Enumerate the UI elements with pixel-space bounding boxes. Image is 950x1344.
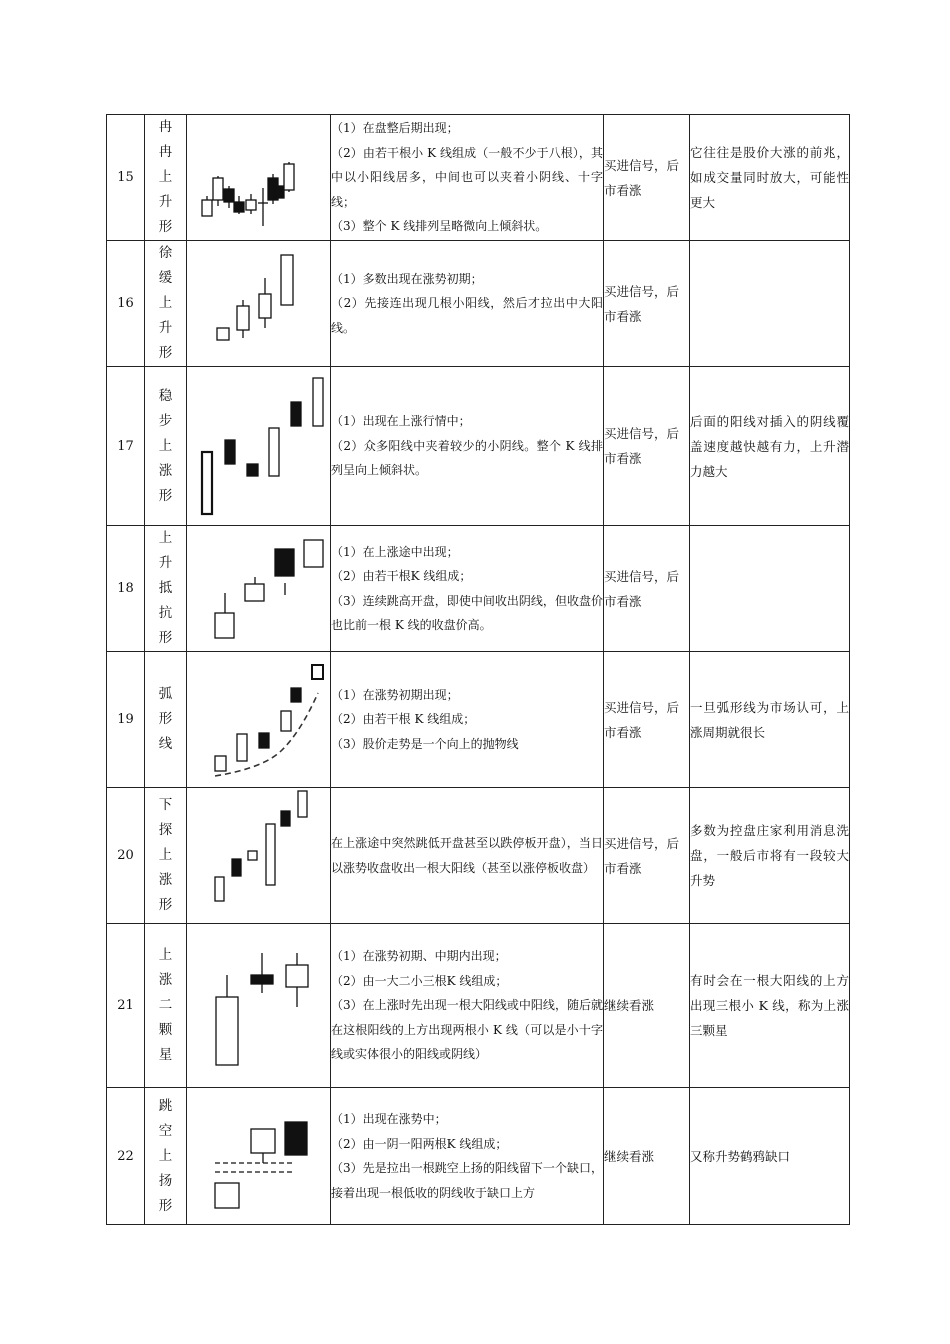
pattern-description: （1）在涨势初期出现； （2）由若干根 K 线组成； （3）股价走势是一个向上的抛物线 bbox=[331, 652, 604, 788]
remark: 又称升势鹤鸦缺口 bbox=[690, 1088, 850, 1225]
candlestick-chart-15 bbox=[187, 116, 331, 239]
signal: 继续看涨 bbox=[604, 1088, 690, 1225]
table-row bbox=[107, 924, 850, 1088]
candlestick-chart-19 bbox=[187, 653, 331, 787]
candlestick-chart-21 bbox=[187, 925, 331, 1087]
table-row bbox=[107, 241, 850, 367]
table-row bbox=[107, 652, 850, 788]
row-number: 16 bbox=[107, 241, 145, 367]
pattern-name: 冉 冉 上 升 形 bbox=[145, 115, 187, 241]
row-number: 18 bbox=[107, 526, 145, 652]
candlestick-chart-18 bbox=[187, 527, 331, 650]
pattern-description: （1）多数出现在涨势初期； （2）先接连出现几根小阳线，然后才拉出中大阳线。 bbox=[331, 241, 604, 367]
table-row bbox=[107, 526, 850, 652]
remark: 后面的阳线对插入的阴线覆盖速度越快越有力，上升潜力越大 bbox=[690, 367, 850, 526]
candlestick-diagram bbox=[187, 652, 331, 788]
remark bbox=[690, 526, 850, 652]
candlestick-diagram bbox=[187, 788, 331, 924]
remark: 有时会在一根大阳线的上方出现三根小 K 线，称为上涨三颗星 bbox=[690, 924, 850, 1088]
pattern-name: 稳 步 上 涨 形 bbox=[145, 367, 187, 526]
candlestick-chart-17 bbox=[187, 368, 331, 525]
candlestick-chart-16 bbox=[187, 242, 331, 365]
pattern-table bbox=[106, 114, 850, 1225]
table-row bbox=[107, 115, 850, 241]
pattern-name: 跳 空 上 扬 形 bbox=[145, 1088, 187, 1225]
candlestick-diagram bbox=[187, 526, 331, 652]
pattern-name: 下 探 上 涨 形 bbox=[145, 788, 187, 924]
pattern-name: 徐 缓 上 升 形 bbox=[145, 241, 187, 367]
candlestick-diagram bbox=[187, 924, 331, 1088]
table-row bbox=[107, 367, 850, 526]
pattern-description: （1）在涨势初期、中期内出现； （2）由一大二小三根K 线组成； （3）在上涨时先出现一根大阳线或中阳线，随后就在这根阳线的上方出现两根小 K 线（可以是小十字线或实体很小的阳线或阴线） bbox=[331, 924, 604, 1088]
pattern-description: （1）出现在上涨行情中； （2）众多阳线中夹着较少的小阴线。整个 K 线排列呈向上倾斜状。 bbox=[331, 367, 604, 526]
remark: 多数为控盘庄家利用消息洗盘，一般后市将有一段较大升势 bbox=[690, 788, 850, 924]
row-number: 15 bbox=[107, 115, 145, 241]
remark bbox=[690, 241, 850, 367]
signal: 买进信号，后市看涨 bbox=[604, 115, 690, 241]
table-row bbox=[107, 1088, 850, 1225]
table-row bbox=[107, 788, 850, 924]
candlestick-diagram bbox=[187, 241, 331, 367]
candlestick-chart-20 bbox=[187, 789, 331, 923]
signal: 继续看涨 bbox=[604, 924, 690, 1088]
pattern-description: （1）出现在涨势中； （2）由一阴一阳两根K 线组成； （3）先是拉出一根跳空上扬的阳线留下一个缺口，接着出现一根低收的阴线收于缺口上方 bbox=[331, 1088, 604, 1225]
pattern-description: 在上涨途中突然跳低开盘甚至以跌停板开盘），当日以涨势收盘收出一根大阳线（甚至以涨停板收盘） bbox=[331, 788, 604, 924]
pattern-name: 上 涨 二 颗 星 bbox=[145, 924, 187, 1088]
pattern-name: 弧 形 线 bbox=[145, 652, 187, 788]
candlestick-diagram bbox=[187, 367, 331, 526]
pattern-name: 上 升 抵 抗 形 bbox=[145, 526, 187, 652]
candlestick-diagram bbox=[187, 115, 331, 241]
row-number: 21 bbox=[107, 924, 145, 1088]
signal: 买进信号，后市看涨 bbox=[604, 367, 690, 526]
pattern-description: （1）在盘整后期出现； （2）由若干根小 K 线组成（一般不少于八根），其中以小阳线居多，中间也可以夹着小阴线、十字线； （3）整个 K 线排列呈略微向上倾斜状。 bbox=[331, 115, 604, 241]
row-number: 20 bbox=[107, 788, 145, 924]
pattern-description: （1）在上涨途中出现； （2）由若干根K 线组成； （3）连续跳高开盘，即使中间收出阴线，但收盘价也比前一根 K 线的收盘价高。 bbox=[331, 526, 604, 652]
signal: 买进信号，后市看涨 bbox=[604, 526, 690, 652]
row-number: 17 bbox=[107, 367, 145, 526]
signal: 买进信号，后市看涨 bbox=[604, 652, 690, 788]
signal: 买进信号，后市看涨 bbox=[604, 788, 690, 924]
signal: 买进信号，后市看涨 bbox=[604, 241, 690, 367]
remark: 它往往是股价大涨的前兆，如成交量同时放大，可能性更大 bbox=[690, 115, 850, 241]
candlestick-chart-22 bbox=[187, 1089, 331, 1224]
candlestick-diagram bbox=[187, 1088, 331, 1225]
row-number: 19 bbox=[107, 652, 145, 788]
row-number: 22 bbox=[107, 1088, 145, 1225]
remark: 一旦弧形线为市场认可，上涨周期就很长 bbox=[690, 652, 850, 788]
